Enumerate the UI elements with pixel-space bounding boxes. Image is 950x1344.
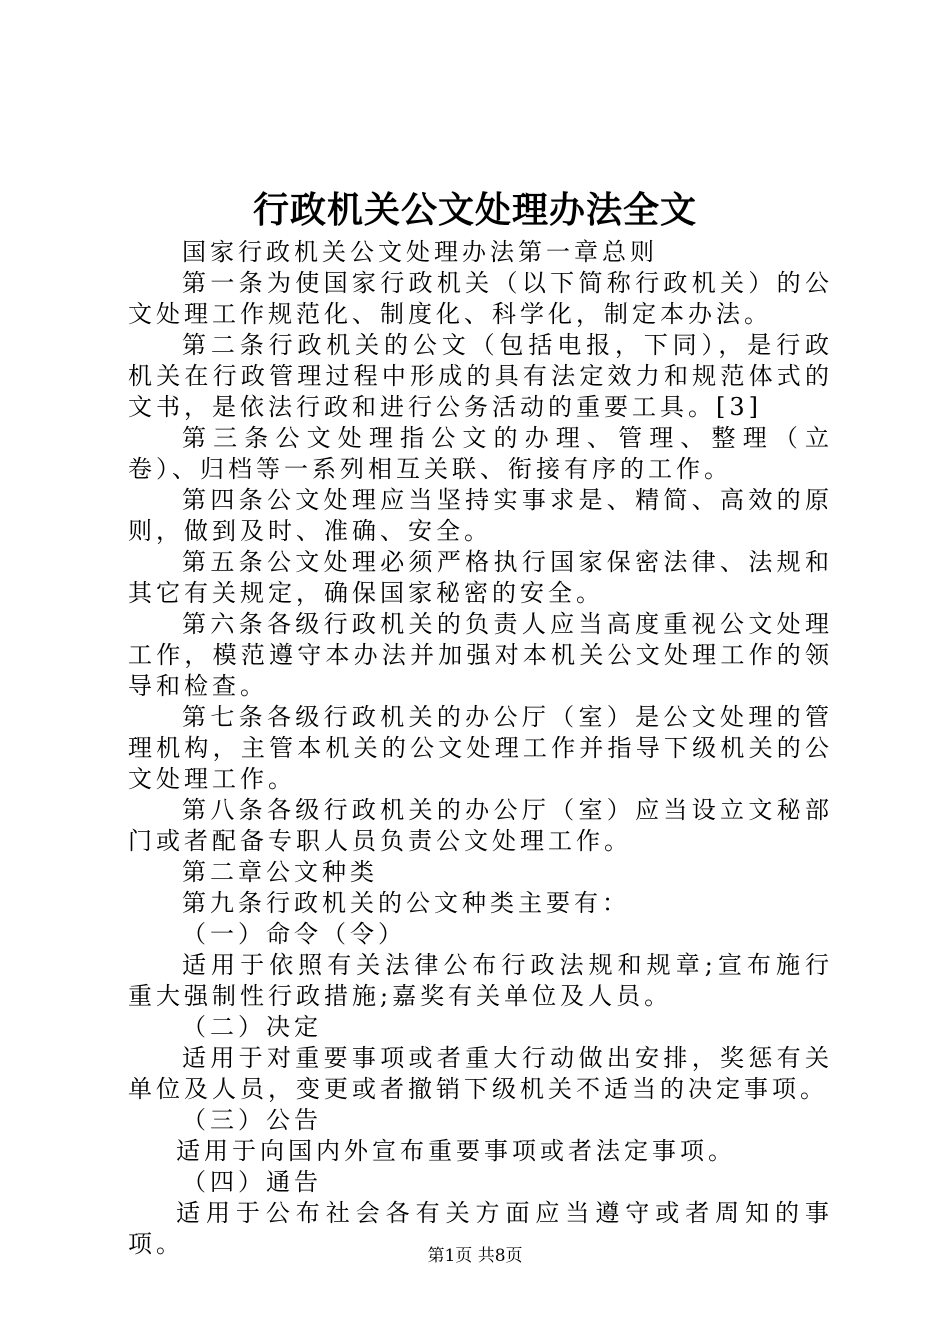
- page-number-footer: 第1页 共8页: [427, 1246, 523, 1266]
- paragraph-item-2-heading: （二）决定: [182, 1013, 322, 1041]
- document-title: 行政机关公文处理办法全文: [252, 189, 697, 231]
- paragraph-item-4-body: 适用于公布社会各有关方面应当遵守或者周知的事项。: [128, 1199, 833, 1258]
- paragraph-item-1-body: 适用于依照有关法律公布行政法规和规章;宣布施行重大强制性行政措施;嘉奖有关单位及人员。: [128, 951, 833, 1010]
- paragraph-article-3: 第三条公文处理指公文的办理、管理、整理（立卷）、归档等一系列相互关联、衔接有序的工作。: [128, 424, 833, 483]
- paragraph-article-4: 第四条公文处理应当坚持实事求是、精简、高效的原则，做到及时、准确、安全。: [128, 486, 833, 545]
- paragraph-item-3-body: 适用于向国内外宣布重要事项或者法定事项。: [176, 1137, 736, 1165]
- paragraph-article-8: 第八条各级行政机关的办公厅（室）应当设立文秘部门或者配备专职人员负责公文处理工作。: [128, 796, 833, 855]
- document-body: [128, 237, 833, 1260]
- paragraph-article-9: 第九条行政机关的公文种类主要有：: [182, 889, 630, 917]
- paragraph-chapter-1-heading: 国家行政机关公文处理办法第一章总则: [182, 238, 658, 266]
- paragraph-chapter-2-heading: 第二章公文种类: [182, 858, 378, 886]
- paragraph-article-7: 第七条各级行政机关的办公厅（室）是公文处理的管理机构，主管本机关的公文处理工作并指导下级机关的公文处理工作。: [128, 703, 833, 793]
- paragraph-article-5: 第五条公文处理必须严格执行国家保密法律、法规和其它有关规定，确保国家秘密的安全。: [128, 548, 833, 607]
- paragraph-article-1: 第一条为使国家行政机关（以下简称行政机关）的公文处理工作规范化、制度化、科学化，制定本办法。: [128, 269, 833, 328]
- paragraph-item-4-heading: （四）通告: [182, 1168, 322, 1196]
- paragraph-article-6: 第六条各级行政机关的负责人应当高度重视公文处理工作，模范遵守本办法并加强对本机关公文处理工作的领导和检查。: [128, 610, 833, 700]
- paragraph-article-2: 第二条行政机关的公文（包括电报，下同），是行政机关在行政管理过程中形成的具有法定效力和规范体式的文书，是依法行政和进行公务活动的重要工具。[3]: [128, 331, 833, 421]
- paragraph-item-1-heading: （一）命令（令）: [182, 920, 406, 948]
- paragraph-item-3-heading: （三）公告: [182, 1106, 322, 1134]
- paragraph-item-2-body: 适用于对重要事项或者重大行动做出安排，奖惩有关单位及人员，变更或者撤销下级机关不适当的决定事项。: [128, 1044, 833, 1103]
